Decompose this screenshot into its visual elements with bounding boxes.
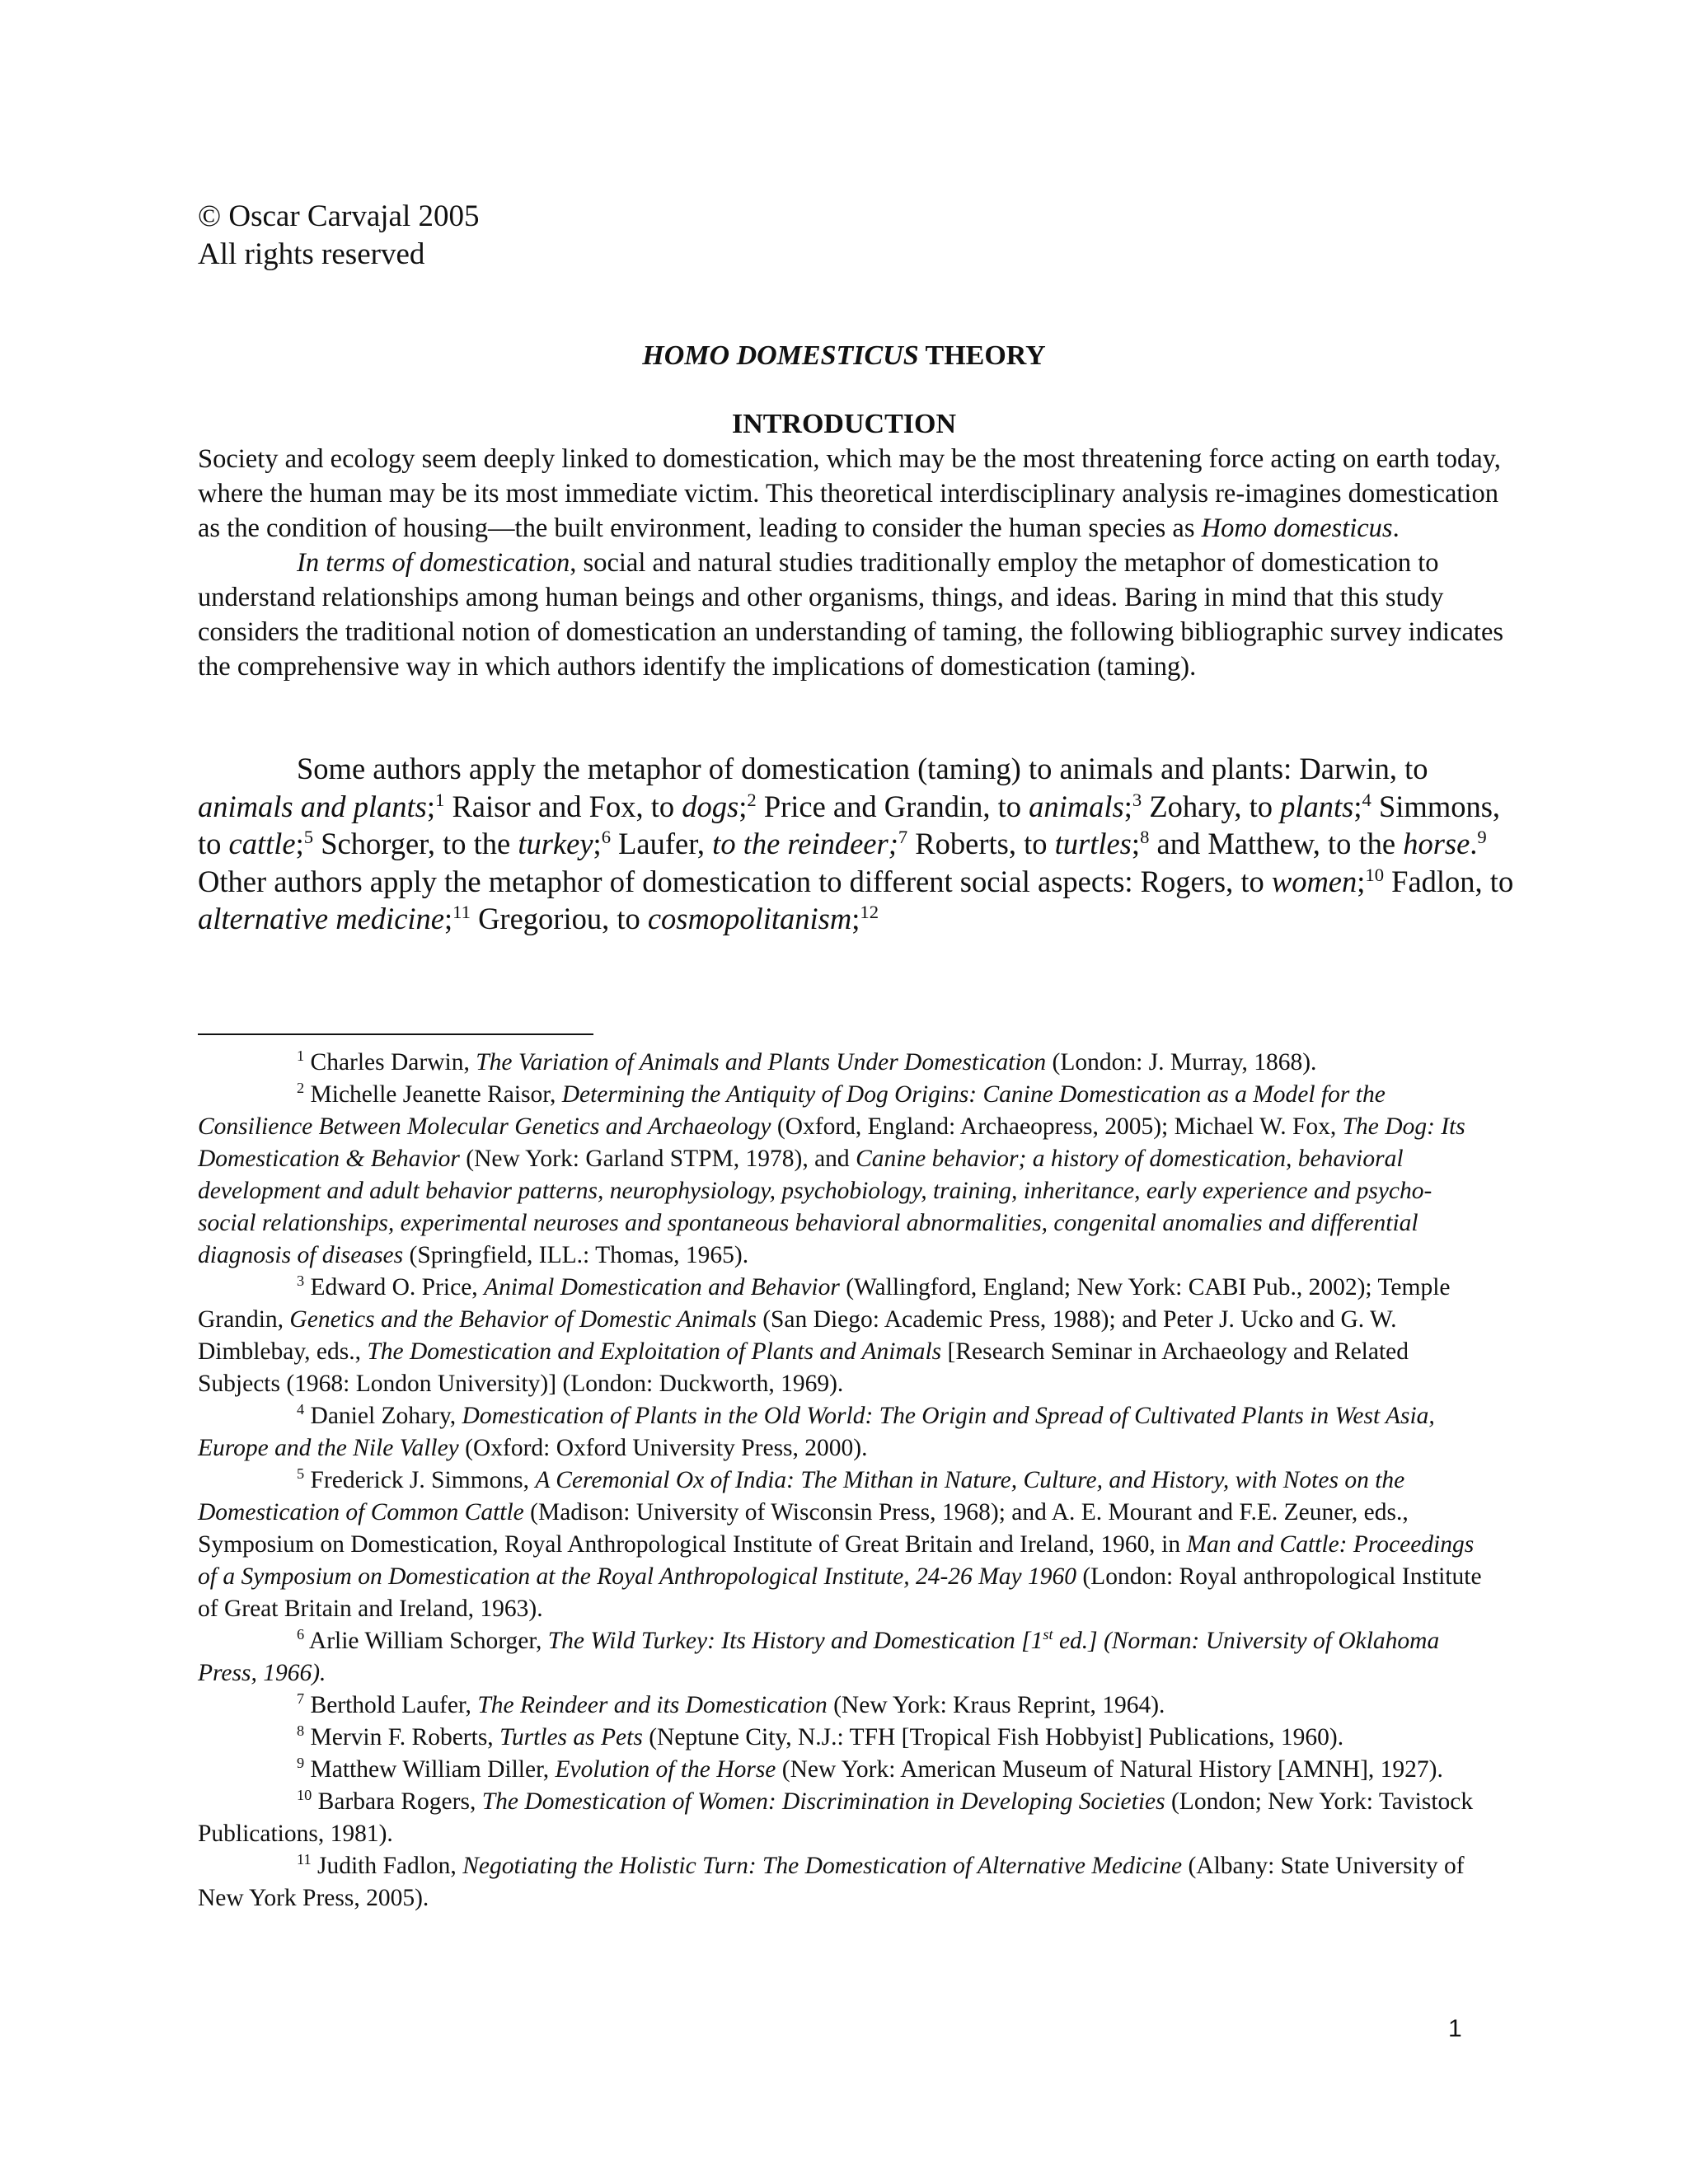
footnote-4 (198, 1400, 1484, 1465)
paragraph-1-text: Society and ecology seem deeply linked to domestication, which may be the most threatening force acting on earth today, where the human may be its most immediate victim. This theoretical interdisciplinary analysis re-imagines domestication as the condition of housing—the built environment, leading to consider the human species as (198, 444, 1501, 543)
p3-italic: dogs (682, 789, 739, 823)
footnote-text: (Wallingford, England; New York: CABI Pub., 2002); Temple Grandin, (198, 1274, 1451, 1333)
footnote-ref-8[interactable]: 8 (1140, 826, 1150, 847)
footnote-title: Canine behavior; a history of domestication, behavioral development and adult behavior patterns, neurophysiology, psychobiology, training, inheritance, early experience and psycho-social relationships, experimental neuroses and spontaneous behavioral abnormalities, congenital anomalies and differential diagnosis of diseases (198, 1146, 1432, 1268)
footnote-3 (198, 1272, 1484, 1400)
p3-text: Other authors apply the metaphor of domestication to different social aspects: Rogers, to (198, 864, 1272, 898)
footnote-title: Evolution of the Horse (555, 1756, 776, 1783)
p3-italic: horse (1403, 827, 1470, 860)
title-italic: HOMO DOMESTICUS (642, 340, 919, 371)
body-text-large (198, 750, 1517, 938)
footnote-9 (198, 1754, 1484, 1786)
footnote-title: A Ceremonial Ox of India: The Mithan in Nature, Culture, and History, with Notes on the Domestication of Common Cattle (198, 1467, 1405, 1526)
footnote-6 (198, 1625, 1484, 1690)
footnote-title: Determining the Antiquity of Dog Origins: Canine Domestication as a Model for the Consilience Between Molecular Genetics and Archaeology (198, 1081, 1386, 1140)
p3-italic: turtles (1054, 827, 1132, 860)
footnote-title: Domestication of Plants in the Old World: The Origin and Spread of Cultivated Plants in West Asia, Europe and the Nile Valley (198, 1403, 1435, 1461)
p3-text: . (1470, 827, 1478, 860)
footnote-title: Negotiating the Holistic Turn: The Domestication of Alternative Medicine (462, 1853, 1183, 1879)
p3-text: Simmons, to (198, 789, 1501, 860)
footnote-number: 3 (297, 1272, 305, 1290)
footnote-ref-7[interactable]: 7 (898, 826, 908, 847)
p3-text: Fadlon, to (1384, 864, 1514, 898)
footnote-11 (198, 1850, 1484, 1915)
footnote-ref-4[interactable]: 4 (1362, 789, 1372, 810)
page-number: 1 (1448, 2015, 1462, 2042)
paragraph-1 (198, 442, 1517, 546)
body-text-small (198, 442, 1517, 684)
footnote-text: (New York: Kraus Reprint, 1964). (827, 1692, 1165, 1718)
footnote-number: 1 (297, 1047, 305, 1065)
copyright-symbol: © (198, 199, 222, 233)
footnote-ref-9[interactable]: 9 (1477, 826, 1487, 847)
footnote-text: Judith Fadlon, (316, 1853, 463, 1879)
p3-punct: ; (1353, 789, 1362, 823)
paragraph-2 (198, 546, 1517, 684)
footnote-number: 10 (297, 1787, 312, 1804)
p3-italic: animals (1029, 789, 1124, 823)
footnote-text: (New York: American Museum of Natural History [AMNH], 1927). (776, 1756, 1443, 1783)
p3-italic: cattle (228, 827, 296, 860)
footnote-title: The Dog: Its Domestication & Behavior (198, 1113, 1465, 1172)
footnote-text: Edward O. Price, (310, 1274, 485, 1301)
p3-italic: turkey (518, 827, 593, 860)
p3-italic: plants (1280, 789, 1354, 823)
section-heading: INTRODUCTION (731, 409, 957, 439)
footnote-ref-12[interactable]: 12 (860, 901, 879, 922)
footnote-text: Charles Darwin, (310, 1049, 476, 1076)
footnote-text: Mervin F. Roberts, (310, 1724, 500, 1750)
footnote-title: ed.] (Norman: University of Oklahoma Press, 1966). (198, 1628, 1440, 1686)
footnote-7 (198, 1690, 1484, 1722)
p3-text: Price and Grandin, to (756, 789, 1029, 823)
footnote-title: Animal Domestication and Behavior (484, 1274, 840, 1301)
p3-punct: ; (295, 827, 304, 860)
footnote-8 (198, 1722, 1484, 1754)
footnote-title: The Domestication of Women: Discrimination in Developing Societies (481, 1788, 1165, 1815)
p3-punct: ; (1357, 864, 1366, 898)
footnote-ref-2[interactable]: 2 (747, 789, 757, 810)
p3-punct: ; (1123, 789, 1132, 823)
footnote-text: [Research Seminar in Archaeology and Related Subjects (1968: London University)] (London: Duckworth, 1969). (198, 1338, 1409, 1397)
footnote-ref-1[interactable]: 1 (435, 789, 445, 810)
footnote-number: 5 (297, 1465, 305, 1483)
p3-text: Gregoriou, to (470, 902, 648, 935)
p3-punct: ; (593, 827, 602, 860)
footnote-ref-11[interactable]: 11 (452, 901, 471, 922)
paragraph-1-end: . (1392, 513, 1400, 543)
footnote-5 (198, 1465, 1484, 1625)
p3-text: Raisor and Fox, to (444, 789, 682, 823)
footnote-text: (Madison: University of Wisconsin Press, 1968); and A. E. Mourant and F.E. Zeuner, eds., Symposium on Domestication, Royal Anthropological Institute of Great Britain and Ireland, 1960, in (198, 1499, 1409, 1558)
p3-text: ; (851, 902, 860, 935)
p3-punct: ; (426, 789, 435, 823)
footnote-title: The Wild Turkey: Its History and Domestication [1 (547, 1628, 1043, 1654)
footnote-text: Arlie William Schorger, (308, 1628, 548, 1654)
footnote-title: The Domestication and Exploitation of Plants and Animals (367, 1338, 942, 1365)
p3-punct: ; (444, 902, 453, 935)
p3-italic: animals and plants (198, 789, 427, 823)
footnote-1 (198, 1047, 1484, 1079)
p3-punct: ; (738, 789, 748, 823)
p3-italic: alternative medicine (198, 902, 444, 935)
paragraph-2-text: , social and natural studies traditionally employ the metaphor of domestication to understand relationships among human beings and other organisms, things, and ideas. Baring in mind that this study considers the traditional notion of domestication an understanding of taming, the following bibliographic survey indicates the comprehensive way in which authors identify the implications of domestication (taming). (198, 548, 1504, 682)
footnote-text: Berthold Laufer, (310, 1692, 478, 1718)
footnote-text: (Albany: State University of New York Press, 2005). (198, 1853, 1465, 1911)
p3-text: Zohary, to (1142, 789, 1281, 823)
footnote-number: 2 (297, 1080, 305, 1097)
footnote-title: The Variation of Animals and Plants Under Domestication (476, 1049, 1047, 1076)
footnote-number: 4 (297, 1401, 305, 1418)
p3-text: Schorger, to the (313, 827, 518, 860)
document-title (0, 338, 1688, 374)
footnote-number: 7 (297, 1690, 305, 1708)
footnote-text: (San Diego: Academic Press, 1988); and Peter J. Ucko and G. W. Dimblebay, eds., (198, 1306, 1397, 1365)
footnote-ref-6[interactable]: 6 (601, 826, 611, 847)
copyright-line (198, 198, 480, 236)
footnote-text: (London: J. Murray, 1868). (1046, 1049, 1317, 1076)
footnotes (198, 1047, 1484, 1915)
footnote-text: (London: Royal anthropological Institute of Great Britain and Ireland, 1963). (198, 1563, 1482, 1622)
footnote-title: The Reindeer and its Domestication (477, 1692, 828, 1718)
footnote-text: (Springfield, ILL.: Thomas, 1965). (403, 1242, 749, 1268)
p3-italic: women (1271, 864, 1357, 898)
p3-text: and Matthew, to the (1149, 827, 1404, 860)
p3-text: Roberts, to (907, 827, 1055, 860)
footnote-title: Turtles as Pets (499, 1724, 643, 1750)
footnote-number: 11 (297, 1851, 312, 1868)
copyright-block (198, 198, 480, 274)
footnote-number: 8 (297, 1722, 305, 1740)
paragraph-3 (198, 750, 1517, 938)
footnote-text: (Neptune City, N.J.: TFH [Tropical Fish Hobbyist] Publications, 1960). (642, 1724, 1344, 1750)
footnote-text: Barbara Rogers, (317, 1788, 482, 1815)
rights-line: All rights reserved (198, 237, 425, 271)
footnote-number: 9 (297, 1755, 305, 1772)
p3-text: Some authors apply the metaphor of domestication (taming) to animals and plants: Darwin, to (297, 752, 1428, 785)
footnote-ref-3[interactable]: 3 (1132, 789, 1142, 810)
footnote-text: (Oxford: Oxford University Press, 2000). (458, 1435, 868, 1461)
p3-italic: cosmopolitanism (647, 902, 852, 935)
footnote-separator (198, 1033, 593, 1035)
title-plain: THEORY (925, 340, 1046, 371)
paragraph-1-italic: Homo domesticus (1201, 513, 1393, 543)
p3-punct: ; (1131, 827, 1141, 860)
p3-italic: to the reindeer; (712, 827, 898, 860)
footnote-ref-5[interactable]: 5 (303, 826, 314, 847)
footnote-text: (London; New York: Tavistock Publications, 1981). (198, 1788, 1474, 1847)
footnote-title: Genetics and the Behavior of Domestic Animals (289, 1306, 757, 1333)
footnote-text: (Oxford, England: Archaeopress, 2005); Michael W. Fox, (771, 1113, 1343, 1140)
footnote-text: Frederick J. Simmons, (310, 1467, 536, 1493)
footnote-superscript: st (1043, 1626, 1053, 1643)
footnote-text: Michelle Jeanette Raisor, (310, 1081, 562, 1108)
footnote-text: Daniel Zohary, (310, 1403, 462, 1429)
p3-text: Laufer, (611, 827, 713, 860)
copyright-text: Oscar Carvajal 2005 (228, 199, 480, 233)
footnote-number: 6 (297, 1626, 305, 1643)
paragraph-2-italic: In terms of domestication (297, 548, 570, 578)
footnote-2 (198, 1079, 1484, 1272)
footnote-10 (198, 1786, 1484, 1850)
footnote-text: Matthew William Diller, (310, 1756, 556, 1783)
footnote-title: Man and Cattle: Proceedings of a Symposium on Domestication at the Royal Anthropological Institute, 24-26 May 1960 (198, 1531, 1475, 1590)
footnote-text: (New York: Garland STPM, 1978), and (459, 1146, 856, 1172)
footnote-ref-10[interactable]: 10 (1365, 864, 1385, 885)
